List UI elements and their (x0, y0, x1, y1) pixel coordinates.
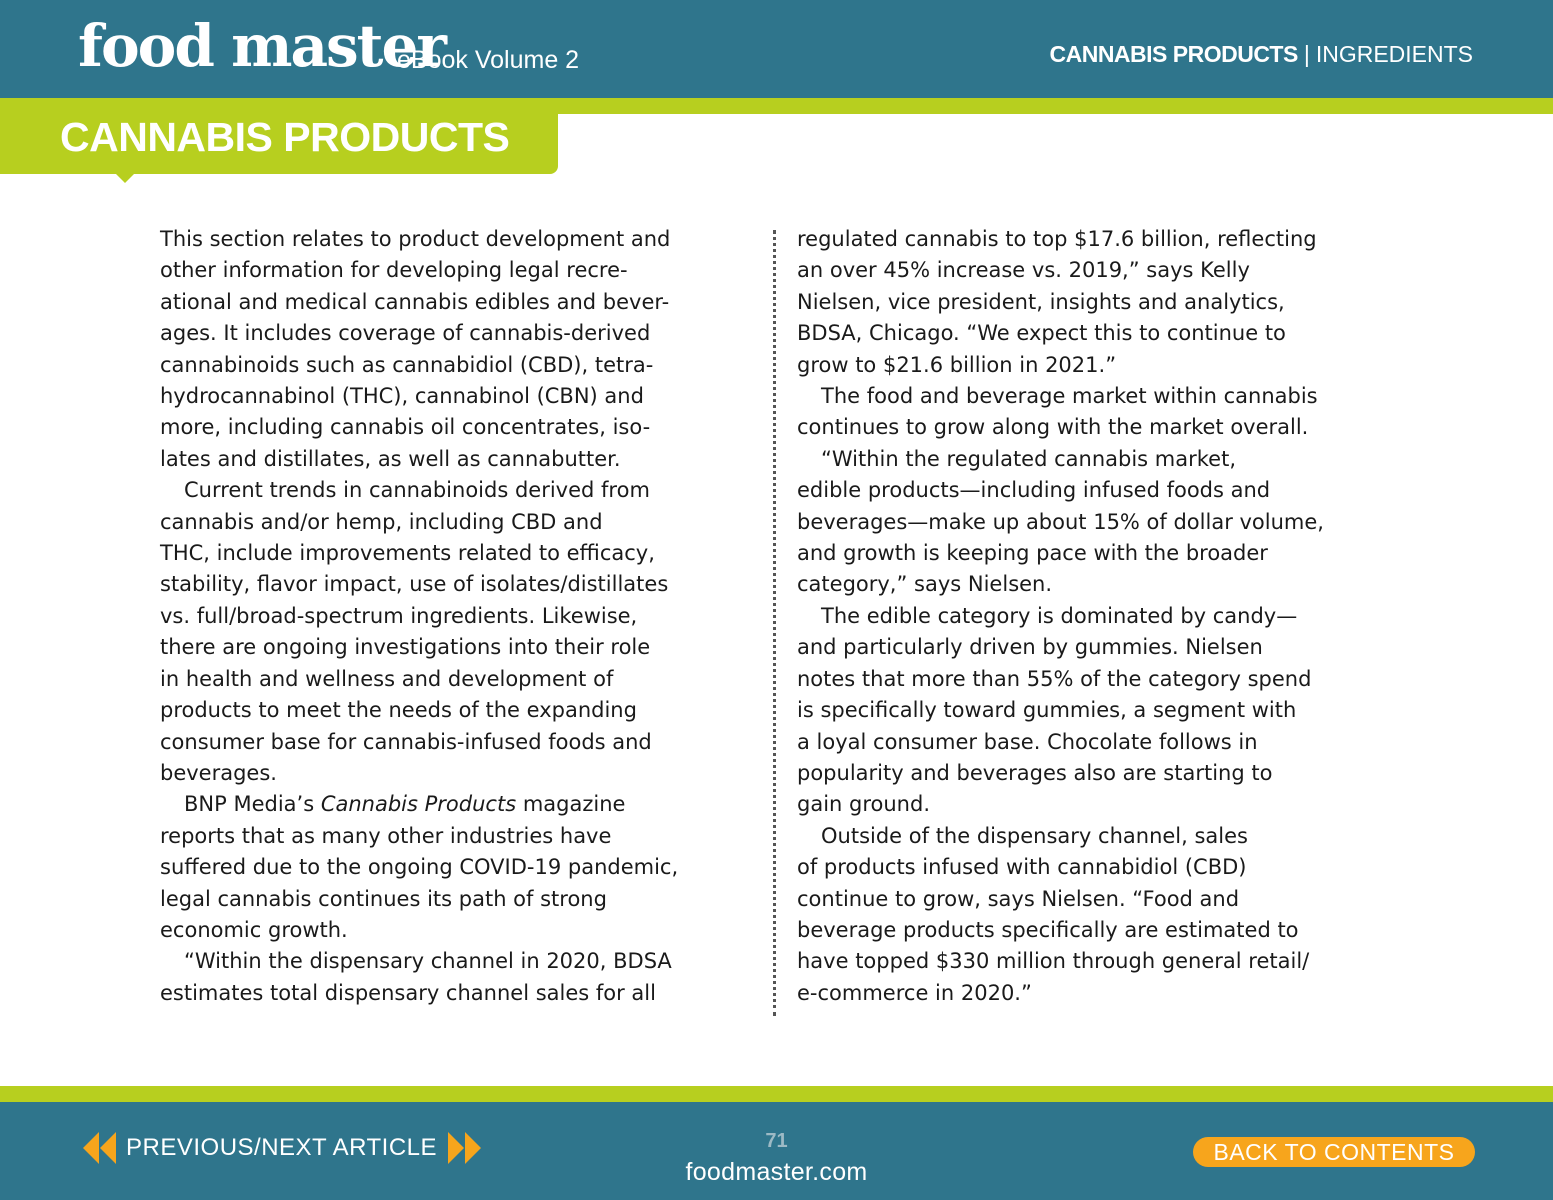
body-line: regulated cannabis to top $17.6 billion, reflecting (797, 227, 1317, 251)
page-title: CANNABIS PRODUCTS (60, 114, 510, 160)
body-line: products to meet the needs of the expanding (160, 698, 637, 723)
body-line: cannabis and/or hemp, including CBD and (160, 509, 603, 534)
header-accent-stripe (0, 98, 1553, 114)
breadcrumb-section: CANNABIS PRODUCTS (1049, 41, 1298, 67)
body-line: ational and medical cannabis edibles and bever- (160, 289, 670, 314)
body-line: reports that as many other industries have (160, 823, 612, 848)
body-line: legal cannabis continues its path of strong (160, 886, 607, 911)
column-divider (773, 230, 776, 1016)
body-line: in health and wellness and development of (160, 666, 614, 691)
body-line: ages. It includes coverage of cannabis-derived (160, 321, 651, 346)
magazine-prefix: BNP Media’s (184, 792, 321, 817)
article-column-left (160, 224, 760, 1009)
body-line: hydrocannabinol (THC), cannabinol (CBN) and (160, 384, 644, 409)
footer-accent-stripe (0, 1086, 1553, 1102)
body-line: cannabinoids such as cannabidiol (CBD), tetra- (160, 352, 654, 377)
body-line: there are ongoing investigations into their role (160, 635, 651, 660)
body-line: The edible category is dominated by candy— (821, 603, 1298, 628)
magazine-title: Cannabis Products (320, 792, 517, 817)
body-line: popularity and beverages also are starting to (797, 760, 1273, 785)
brand-logo: food master (78, 12, 445, 80)
back-to-contents-button[interactable]: BACK TO CONTENTS (1193, 1137, 1475, 1167)
article-column-right (797, 224, 1401, 1009)
breadcrumb-subsection: INGREDIENTS (1315, 41, 1473, 67)
magazine-suffix: magazine (516, 792, 626, 817)
body-line: grow to $21.6 billion in 2021.” (797, 352, 1117, 377)
body-line: Current trends in cannabinoids derived from (184, 478, 650, 503)
body-line: beverages—make up about 15% of dollar volume, (797, 509, 1324, 534)
body-line: have topped $330 million through general retail/ (797, 949, 1310, 974)
body-line: category,” says Nielsen. (797, 572, 1053, 597)
body-line: consumer base for cannabis-infused foods and (160, 729, 652, 754)
body-line: lates and distillates, as well as cannabutter. (160, 446, 621, 471)
body-line: is specifically toward gummies, a segment with (797, 698, 1297, 723)
body-line: more, including cannabis oil concentrates, iso- (160, 415, 651, 440)
body-line: other information for developing legal recre- (160, 258, 628, 283)
body-line: This section relates to product development and (160, 227, 671, 251)
body-line: continues to grow along with the market overall. (797, 415, 1309, 440)
breadcrumb-separator: | (1303, 41, 1310, 67)
body-line: Outside of the dispensary channel, sales (821, 823, 1248, 848)
body-line: an over 45% increase vs. 2019,” says Kelly (797, 258, 1250, 283)
page-number: 71 (765, 1130, 788, 1152)
prev-next-label[interactable]: PREVIOUS/NEXT ARTICLE (126, 1134, 438, 1161)
body-line: e-commerce in 2020.” (797, 980, 1032, 1005)
body-line: and growth is keeping pace with the broader (797, 541, 1268, 566)
body-line: notes that more than 55% of the category spend (797, 666, 1312, 691)
title-tab-pointer (116, 174, 134, 183)
body-line: continue to grow, says Nielsen. “Food and (797, 886, 1240, 911)
body-line: The food and beverage market within cannabis (821, 384, 1318, 409)
body-line: beverage products specifically are estimated to (797, 917, 1299, 942)
ebook-volume-label: eBook Volume 2 (397, 46, 580, 74)
body-line: edible products—including infused foods and (797, 478, 1271, 503)
body-line: and particularly driven by gummies. Nielsen (797, 635, 1263, 660)
body-line: gain ground. (797, 792, 930, 817)
body-line: THC, include improvements related to efficacy, (160, 541, 655, 566)
body-line-magazine (160, 789, 760, 820)
body-line: beverages. (160, 760, 277, 785)
section-breadcrumb (1049, 38, 1473, 70)
body-line: vs. full/broad-spectrum ingredients. Likewise, (160, 603, 638, 628)
body-line: estimates total dispensary channel sales for all (160, 980, 656, 1005)
body-line: Nielsen, vice president, insights and analytics, (797, 289, 1285, 314)
body-line: stability, flavor impact, use of isolates/distillates (160, 572, 669, 597)
body-line: economic growth. (160, 917, 348, 942)
body-line: of products infused with cannabidiol (CBD) (797, 855, 1247, 880)
body-line: a loyal consumer base. Chocolate follows in (797, 729, 1258, 754)
body-line: suffered due to the ongoing COVID-19 pandemic, (160, 855, 679, 880)
site-url: foodmaster.com (685, 1158, 868, 1186)
body-line: “Within the dispensary channel in 2020, BDSA (184, 949, 672, 974)
body-line: “Within the regulated cannabis market, (821, 446, 1236, 471)
body-line: BDSA, Chicago. “We expect this to continue to (797, 321, 1286, 346)
